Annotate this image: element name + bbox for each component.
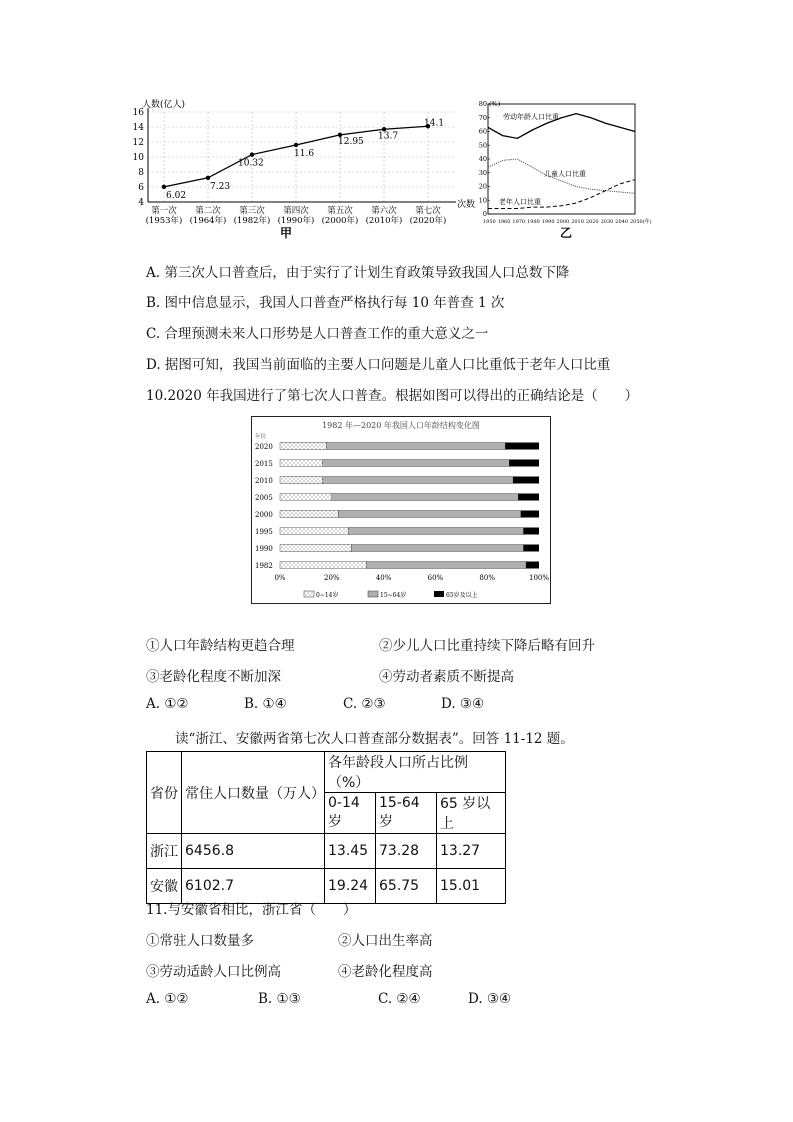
- yi-xtick-label: 2000: [556, 219, 570, 225]
- jia-data-label: 10.32: [238, 158, 264, 169]
- legend-label-65plus: 65岁及以上: [446, 592, 478, 599]
- q10-option-a: A. ①②: [146, 696, 189, 712]
- jia-data-label: 13.7: [378, 131, 399, 142]
- jia-xtick-label: 第一次: [151, 206, 177, 216]
- bar-segment: [323, 477, 513, 484]
- q11-stem: 11.与安徽省相比，浙江省（ ）: [146, 902, 357, 918]
- jia-data-label: 11.6: [294, 149, 315, 159]
- cell-age-65plus: 15.01: [437, 869, 506, 904]
- yi-xtick-label: 2030: [600, 219, 614, 225]
- bar-segment: [505, 443, 539, 450]
- jia-ytick-label: 16: [132, 108, 144, 118]
- chart-age-structure: [251, 416, 551, 604]
- bar-segment: [323, 460, 509, 467]
- yi-ytick-label: 10: [478, 196, 487, 205]
- yi-xtick-label: 2040: [615, 219, 629, 225]
- bar-year-label: 2010: [255, 477, 273, 485]
- bar-segment: [518, 494, 539, 501]
- yi-xtick-label: 1950: [483, 219, 496, 225]
- bar-year-label: 1990: [255, 545, 273, 553]
- bar-xtick-label: 20%: [324, 574, 340, 582]
- bar-xtick-label: 80%: [479, 574, 495, 582]
- q11-statement-1: ①常驻人口数量多: [146, 933, 254, 949]
- cell-age-65plus: 13.27: [437, 834, 506, 869]
- q10-option-d: D. ③④: [441, 696, 485, 712]
- jia-xtick-year: (1964年): [189, 216, 227, 226]
- bar-year-label: 1995: [255, 528, 273, 536]
- cell-age-15-64: 65.75: [376, 869, 437, 904]
- q10-statement-3: ③老龄化程度不断加深: [146, 669, 281, 685]
- jia-point: [206, 176, 210, 180]
- yi-legend-labor: 劳动年龄人口比重: [503, 113, 559, 121]
- q10-stem: 10.2020 年我国进行了第七次人口普查。根据如图可以得出的正确结论是（ ）: [146, 388, 639, 404]
- yi-ylabel: (%): [489, 100, 501, 108]
- yi-xtick-label: 1960: [497, 219, 511, 225]
- jia-xtick-label: 第三次: [239, 206, 265, 216]
- q11-option-a: A. ①②: [146, 991, 189, 1007]
- bar-segment: [367, 562, 526, 569]
- cell-population: 6456.8: [182, 834, 325, 869]
- q11-statement-4: ④老龄化程度高: [338, 964, 433, 980]
- bar-xtick-label: 40%: [375, 574, 392, 582]
- yi-xtick-label: 2010: [571, 219, 584, 225]
- th-population: 常住人口数量（万人）: [182, 752, 325, 834]
- cell-province: 浙江: [147, 834, 182, 869]
- bar-segment: [280, 528, 349, 535]
- bar-axis-label: 年份: [255, 434, 267, 440]
- th-age-0-14: 0-14 岁: [325, 793, 376, 834]
- jia-ytick-label: 10: [132, 153, 144, 163]
- cell-province: 安徽: [147, 869, 182, 904]
- jia-data-label: 6.02: [166, 190, 187, 201]
- bar-year-label: 1982: [255, 562, 273, 570]
- q11-option-d: D. ③④: [468, 991, 512, 1007]
- bar-segment: [523, 528, 539, 535]
- yi-ytick-label: 50: [478, 141, 487, 150]
- bar-segment: [351, 545, 523, 552]
- legend-swatch-65plus: [434, 591, 444, 597]
- jia-title: 甲: [280, 226, 293, 240]
- bar-segment: [509, 460, 539, 467]
- yi-ytick-label: 80: [478, 100, 487, 108]
- q10-option-c: C. ②③: [343, 696, 386, 712]
- chart-jia: [114, 96, 484, 246]
- bar-segment: [338, 511, 521, 518]
- bar-segment: [280, 477, 323, 484]
- jia-xtick-year: (1953年): [145, 216, 183, 226]
- q9-option-a: A. 第三次人口普查后，由于实行了计划生育政策导致我国人口总数下降: [146, 265, 570, 281]
- bar-segment: [280, 494, 332, 501]
- jia-ytick-label: 6: [138, 183, 144, 193]
- bar-segment: [280, 545, 351, 552]
- bar-segment: [280, 562, 367, 569]
- yi-ytick-label: 60: [478, 127, 487, 136]
- yi-ytick-label: 30: [478, 168, 487, 177]
- yi-title: 乙: [560, 226, 573, 240]
- jia-xtick-label: 第六次: [371, 206, 397, 216]
- yi-legend-elder: 老年人口比重: [499, 198, 541, 206]
- q9-option-b: B. 图中信息显示，我国人口普查严格执行每 10 年普查 1 次: [146, 295, 505, 311]
- th-age-65plus: 65 岁以上: [437, 793, 506, 834]
- legend-swatch-0-14: [304, 591, 314, 597]
- jia-xtick-year: (2010年): [365, 216, 403, 226]
- bar-year-label: 2005: [255, 494, 273, 502]
- yi-ytick-label: 70: [478, 113, 487, 122]
- jia-point: [162, 185, 166, 189]
- q9-option-c: C. 合理预测未来人口形势是人口普查工作的重大意义之一: [146, 326, 489, 342]
- cell-age-0-14: 19.24: [325, 869, 376, 904]
- bar-chart-title: 1982 年—2020 年我国人口年龄结构变化图: [322, 421, 480, 430]
- bar-xtick-label: 0%: [274, 574, 286, 582]
- q11-statement-2: ②人口出生率高: [338, 933, 433, 949]
- table-row: [147, 834, 506, 869]
- yi-ytick-label: 40: [478, 155, 487, 163]
- bar-segment: [521, 511, 539, 518]
- bar-segment: [327, 443, 506, 450]
- cell-age-0-14: 13.45: [325, 834, 376, 869]
- jia-xtick-year: (1982年): [233, 216, 271, 226]
- jia-xtick-label: 第四次: [283, 206, 309, 216]
- q10-statement-2: ②少儿人口比重持续下降后略有回升: [379, 638, 595, 654]
- cell-population: 6102.7: [182, 869, 325, 904]
- yi-ytick-label: 20: [478, 182, 487, 191]
- q10-option-b: B. ①④: [244, 696, 287, 712]
- jia-xtick-year: (2000年): [321, 216, 359, 226]
- yi-legend-child: 儿童人口比重: [544, 170, 586, 178]
- bar-year-label: 2020: [255, 443, 273, 451]
- q10-statement-1: ①人口年龄结构更趋合理: [146, 638, 295, 654]
- legend-swatch-15-64: [368, 591, 378, 597]
- yi-xtick-label: 1980: [527, 219, 540, 225]
- jia-data-label: 12.95: [338, 136, 364, 147]
- q11-option-b: B. ①③: [258, 991, 301, 1007]
- jia-ytick-label: 8: [138, 168, 144, 178]
- yi-xtick-label: 2050(年): [630, 219, 652, 225]
- bar-segment: [280, 511, 338, 518]
- jia-xtick-label: 第七次: [415, 206, 441, 216]
- jia-xtick-year: (1990年): [277, 216, 315, 226]
- legend-label-15-64: 15~64岁: [380, 592, 407, 599]
- population-table: [146, 751, 506, 904]
- q10-statement-4: ④劳动者素质不断提高: [379, 669, 514, 685]
- bar-xtick-label: 60%: [427, 574, 444, 582]
- jia-xlabel: 次数: [457, 200, 476, 210]
- jia-xtick-label: 第二次: [195, 206, 221, 216]
- th-age-group: 各年龄段人口所占比例（%）: [325, 752, 506, 793]
- bar-segment: [523, 545, 539, 552]
- yi-xtick-label: 1970: [512, 219, 526, 225]
- jia-ytick-label: 4: [138, 198, 144, 208]
- jia-ytick-label: 12: [132, 138, 144, 148]
- bar-year-label: 2000: [255, 511, 273, 519]
- bar-segment: [349, 528, 524, 535]
- chart-yi: [478, 96, 664, 244]
- bar-segment: [513, 477, 539, 484]
- yi-xtick-label: 2020: [585, 219, 599, 225]
- bar-segment: [332, 494, 518, 501]
- table-intro: 读“浙江、安徽两省第七次人口普查部分数据表”。回答 11-12 题。: [175, 731, 574, 747]
- bar-segment: [280, 443, 327, 450]
- yi-xtick-label: 1990: [541, 219, 555, 225]
- bar-xtick-label: 100%: [528, 574, 550, 582]
- yi-ytick-label: 0: [482, 210, 487, 218]
- legend-label-0-14: 0~14岁: [316, 592, 339, 599]
- bar-segment: [526, 562, 539, 569]
- q11-option-c: C. ②④: [378, 991, 421, 1007]
- cell-age-15-64: 73.28: [376, 834, 437, 869]
- th-age-15-64: 15-64 岁: [376, 793, 437, 834]
- jia-point: [250, 152, 254, 156]
- th-province: 省份: [147, 752, 182, 834]
- q9-option-d: D. 据图可知，我国当前面临的主要人口问题是儿童人口比重低于老年人口比重: [146, 357, 611, 373]
- jia-ylabel: 人数(亿人): [142, 100, 186, 110]
- jia-xtick-year: (2020年): [409, 216, 447, 226]
- jia-xtick-label: 第五次: [327, 206, 353, 216]
- jia-data-label: 7.23: [210, 181, 231, 192]
- jia-point: [294, 143, 298, 147]
- bar-year-label: 2015: [255, 460, 273, 468]
- jia-ytick-label: 14: [132, 123, 144, 133]
- bar-segment: [280, 460, 323, 467]
- jia-data-label: 14.1: [424, 118, 445, 129]
- q11-statement-3: ③劳动适龄人口比例高: [146, 964, 281, 980]
